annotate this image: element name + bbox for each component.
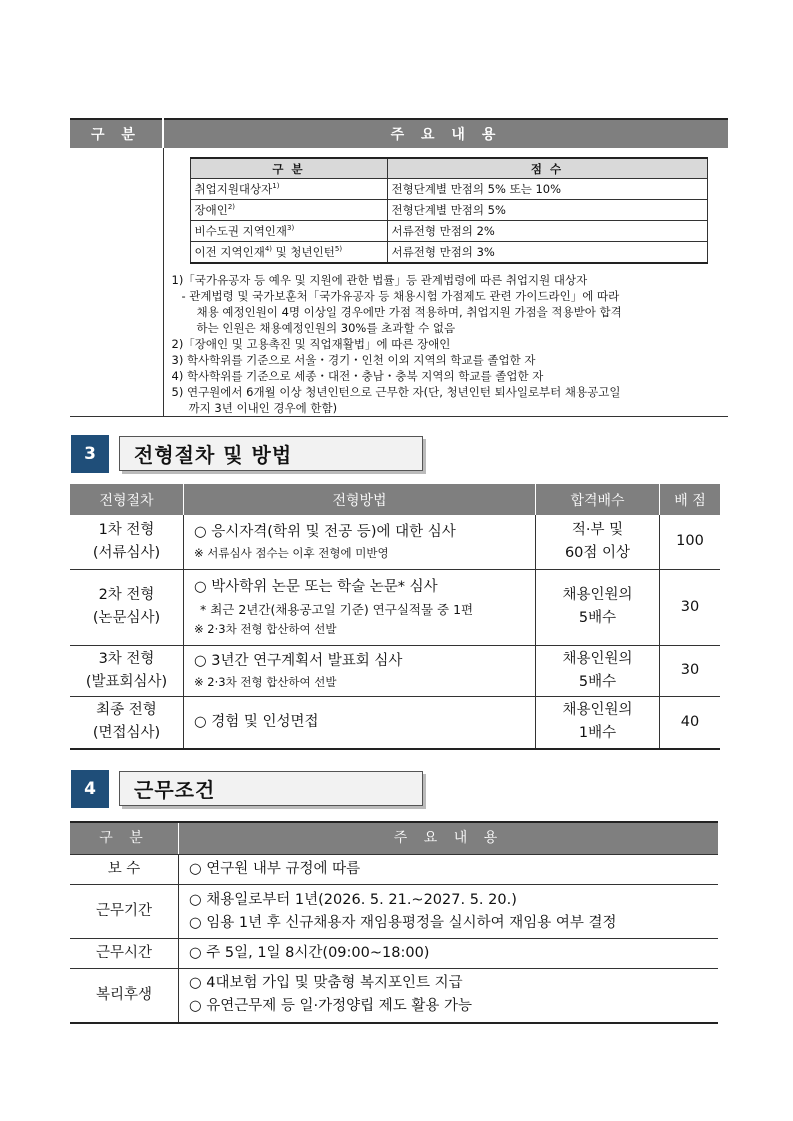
footnote: 1)「국가유공자 등 예우 및 지원에 관한 법률」등 관계법령에 따른 취업지원 대상자 [171,273,588,287]
multiple-cell: 채용인원의 1배수 [536,696,660,749]
footnote: - 관계법령 및 국가보훈처「국가유공자 등 채용시험 가점제도 관련 가이드라인」에 따라 [181,289,620,303]
table-row [70,885,718,939]
footnote: 2)「장애인 및 고용촉진 및 직업재활법」에 따른 장애인 [171,337,451,351]
score-cell: 30 [660,569,721,645]
footnote: 까지 3년 이내인 경우에 한함) [188,401,338,415]
inner-header-category: 구 분 [190,158,387,179]
stage-cell: 최종 전형 (면접심사) [70,696,184,749]
bonus-points-table [70,118,728,417]
inner-category: 비수도권 지역인재$^{3)}$ [190,221,387,242]
condition-content: ○ 4대보험 가입 및 맞춤형 복지포인트 지급 ○ 유연근무제 등 일·가정양립 제도 활용 가능 [179,969,719,1023]
table3-header-left: 구 분 [70,822,179,855]
footnote: 5) 연구원에서 6개월 이상 청년인턴으로 근무한 자(단, 청년인턴 퇴사일로부터 채용공고일 [171,385,621,399]
inner-score: 전형단계별 만점의 5% 또는 10% [387,179,707,200]
table-row [70,969,718,1023]
method-cell: ○ 3년간 연구계획서 발표회 심사 ※ 2·3차 전형 합산하여 선발 [184,645,536,696]
table1-header-right: 주 요 내 용 [163,119,728,148]
stage-cell: 3차 전형 (발표회심사) [70,645,184,696]
inner-category: 취업지원대상자$^{1)}$ [190,179,387,200]
condition-content: ○ 주 5일, 1일 8시간(09:00~18:00) [179,939,719,969]
section-number: 4 [71,770,109,808]
table-row [70,855,718,885]
col-header-method: 전형방법 [184,484,536,515]
section-number: 3 [71,435,109,473]
inner-score: 서류전형 만점의 3% [387,242,707,264]
bonus-score-table [190,157,708,264]
table-row [70,939,718,969]
footnote: 채용 예정인원이 4명 이상일 경우에만 가점 적용하며, 취업지원 가점을 적용받아 합격 [196,305,622,319]
footnote: 4) 학사학위를 기준으로 세종・대전・충남・충북 지역의 학교를 졸업한 자 [171,369,544,383]
col-header-multiple: 합격배수 [536,484,660,515]
col-header-score: 배 점 [660,484,721,515]
table-row [190,179,707,200]
table-row [70,696,720,749]
method-cell: ○ 경험 및 인성면접 [184,696,536,749]
table-row [190,242,707,264]
method-cell: ○ 응시자격(학위 및 전공 등)에 대한 심사 ※ 서류심사 점수는 이후 전형에 미반영 [184,515,536,569]
table-row [190,221,707,242]
condition-label: 보 수 [70,855,179,885]
method-cell: ○ 박사학위 논문 또는 학술 논문* 심사 * 최근 2년간(채용공고일 기준) 연구실적물 중 1편 ※ 2·3차 전형 합산하여 선발 [184,569,536,645]
footnotes [172,272,719,416]
selection-procedure-table [70,484,720,750]
table-row [70,645,720,696]
table-row [70,515,720,569]
table1-header-left: 구 분 [70,119,163,148]
inner-score: 전형단계별 만점의 5% [387,200,707,221]
inner-score: 서류전형 만점의 2% [387,221,707,242]
table-row [190,200,707,221]
inner-header-score: 점 수 [387,158,707,179]
score-cell: 40 [660,696,721,749]
multiple-cell: 채용인원의 5배수 [536,569,660,645]
table3-header-right: 주 요 내 용 [179,822,719,855]
table1-left-cell [70,148,163,417]
multiple-cell: 채용인원의 5배수 [536,645,660,696]
working-conditions-table [70,821,718,1024]
score-cell: 30 [660,645,721,696]
stage-cell: 1차 전형 (서류심사) [70,515,184,569]
section-title: 전형절차 및 방법 [119,436,423,471]
condition-label: 근무시간 [70,939,179,969]
inner-category: 이전 지역인재$^{4)}$ 및 청년인턴$^{5)}$ [190,242,387,264]
footnote: 하는 인원은 채용예정인원의 30%를 초과할 수 없음 [196,321,456,335]
table-row [70,569,720,645]
stage-cell: 2차 전형 (논문심사) [70,569,184,645]
condition-label: 복리후생 [70,969,179,1023]
condition-content: ○ 연구원 내부 규정에 따름 [179,855,719,885]
condition-label: 근무기간 [70,885,179,939]
score-cell: 100 [660,515,721,569]
inner-category: 장애인$^{2)}$ [190,200,387,221]
section-title: 근무조건 [119,771,423,806]
multiple-cell: 적·부 및 60점 이상 [536,515,660,569]
condition-content: ○ 채용일로부터 1년(2026. 5. 21.~2027. 5. 20.) ○ 임용 1년 후 신규채용자 재임용평정을 실시하여 재임용 여부 결정 [179,885,719,939]
table1-content-cell [163,148,728,417]
footnote: 3) 학사학위를 기준으로 서울・경기・인천 이외 지역의 학교를 졸업한 자 [171,353,536,367]
col-header-stage: 전형절차 [70,484,184,515]
